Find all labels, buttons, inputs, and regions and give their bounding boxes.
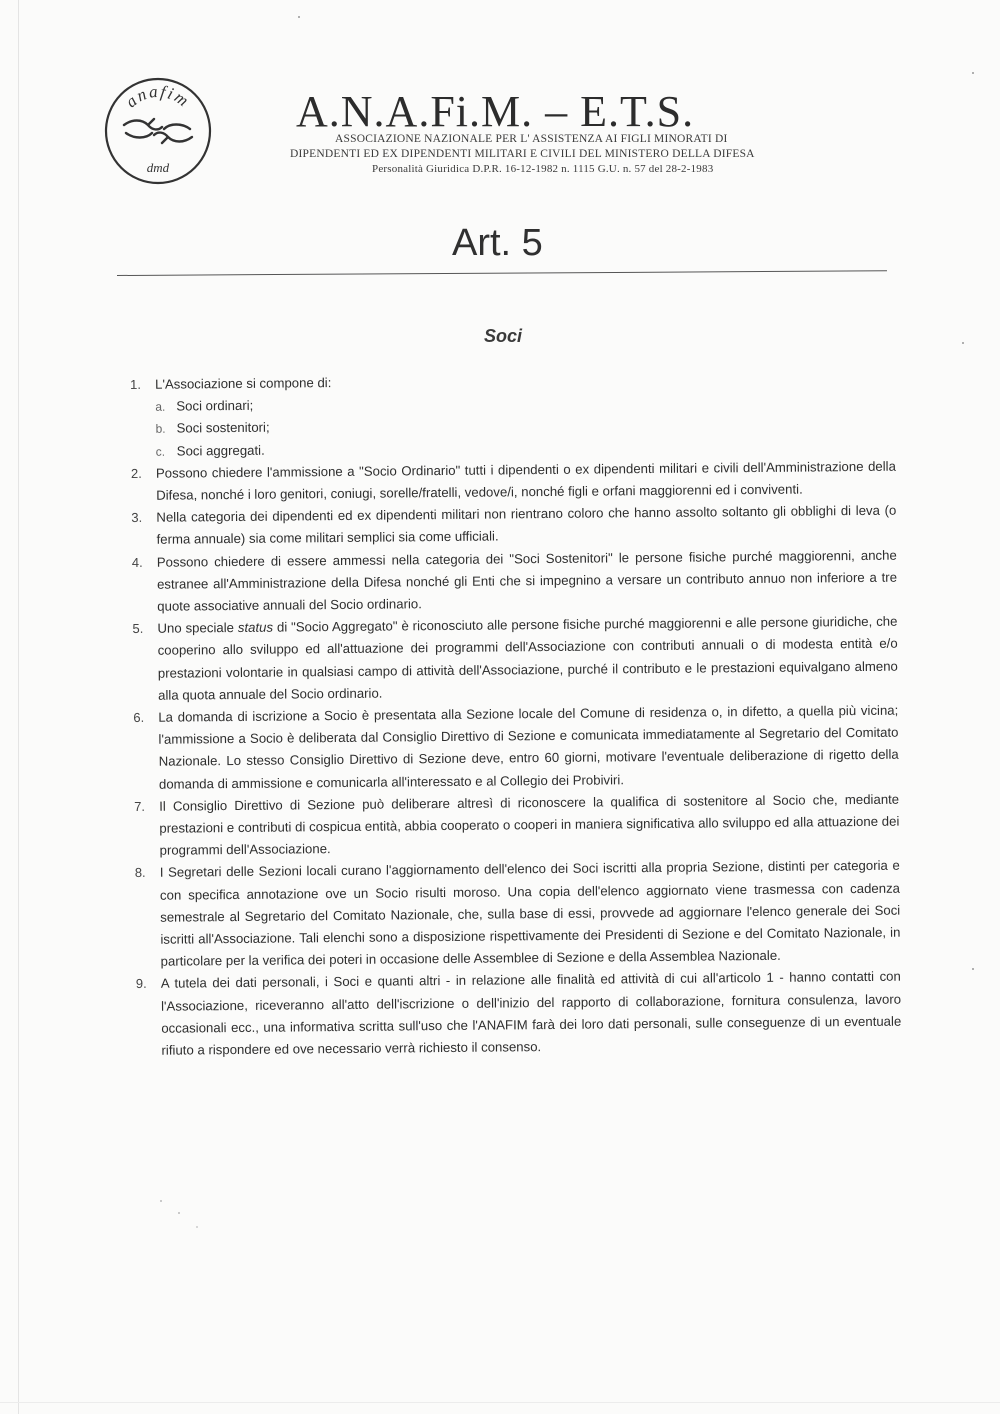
sub-item-letter: b.: [155, 422, 166, 437]
item-number: 3.: [131, 510, 143, 526]
item-number: 9.: [135, 976, 147, 992]
item-number: 7.: [134, 798, 146, 814]
scan-edge-bottom: [0, 1402, 1000, 1403]
scan-speck: [972, 72, 974, 74]
anafim-logo: [102, 75, 214, 187]
logo-bottom-text: dmd: [146, 160, 170, 175]
item-text: L'Associazione si compone di:: [155, 375, 332, 392]
organization-subtitle-line-1: ASSOCIAZIONE NAZIONALE PER L' ASSISTENZA AI FIGLI MINORATI DI: [335, 133, 728, 145]
sub-item-text: Soci sostenitori;: [176, 420, 270, 436]
legal-registration-line: Personalità Giuridica D.P.R. 16-12-1982 n. 1115 G.U. n. 57 del 28-2-1983: [372, 163, 714, 175]
sub-item-text: Soci ordinari;: [176, 398, 254, 414]
item-number: 5.: [132, 621, 144, 637]
section-title: Soci: [484, 326, 523, 346]
list-item: [133, 700, 899, 796]
item-text-after: di "Socio Aggregato" è riconosciuto alle persone fisiche purché maggiorenni e alle persone giuridiche, che cooperino allo sviluppo ed all'attuazione dei programmi dell'Associazione con contributi annuali o di modesta entità e/o prestazioni volontarie in qualsiasi campo di attività dell'Associazione, purché il contributo e le prestazioni equivalgano almeno alla quota annuale del Socio ordinario.: [157, 613, 898, 703]
item-number: 1.: [130, 376, 142, 392]
item-text: Il Consiglio Direttivo di Sezione può deliberare altresì di riconoscere la qualifica di sostenitore al Socio che, mediante prestazioni e contributi di cospicua entità, abbia cooperato o cooperi in maniera significativa allo sviluppo ed alla attuazione dei programmi dell'Associazione.: [159, 791, 900, 859]
scan-speck: [962, 342, 964, 344]
list-item: [132, 544, 898, 618]
organization-title: A.N.A.Fi.M. – E.T.S.: [296, 87, 695, 136]
item-text: I Segretari delle Sezioni locali curano l'aggiornamento dell'elenco dei Soci iscritti alla propria Sezione, distinti per categoria e con specifica annotazione ove un Socio risulti moroso. Una copia dell'elenco aggiornato viene trasmessa con cadenza semestrale al Segretario del Comitato Nazionale, che, sulla base di essi, provvede ad aggiornare l'elenco generale dei Soci iscritti all'Associazione. Tali elenchi sono a disposizione rispettivamente dei Presidenti di Sezione e del Comitato Nazionale, in particolare per la verifica dei poteri in occasione delle Assemblee di Sezione e della Assemblea Nazionale.: [159, 858, 901, 970]
scan-speck: [298, 16, 300, 18]
item-text-before: Uno speciale: [157, 620, 238, 636]
item-text: La domanda di iscrizione a Socio è presentata alla Sezione locale del Comune di residenza o, in difetto, a quella più vicina; l'ammissione a Socio è deliberata dal Consiglio Direttivo di Sezione e comunicata immediatamente al Segretario del Comitato Nazionale. Lo stesso Consiglio Direttivo di Sezione deve, entro 60 giorni, motivare l'eventuale deliberazione di rigetto della domanda di ammissione e comunicarla all'interessato e al Collegio dei Probiviri.: [158, 702, 899, 792]
sub-item-text: Soci aggregati.: [176, 442, 265, 459]
item-text: A tutela dei dati personali, i Soci e quanti altri - in relazione alle finalità ed attività di cui all'articolo 1 - hanno contatti con l'Associazione, riceveranno all'atto dell'iscrizione o dell'inizio del rapporto di collaborazione, fornitura consulenza, lavoro occasionali ecc., una informativa scritta sull'uso che l'ANAFIM farà dei loro dati personali, sulle conseguenze di un eventuale rifiuto a rispondere ed ove necessario verrà richiesto il consenso.: [160, 969, 902, 1058]
scan-speck: [196, 1226, 198, 1228]
item-number: 2.: [130, 465, 142, 481]
item-number: 8.: [134, 865, 146, 881]
logo-top-text: anafim: [121, 81, 194, 112]
organization-subtitle-line-2: DIPENDENTI ED EX DIPENDENTI MILITARI E CIVILI DEL MINISTERO DELLA DIFESA: [290, 148, 755, 160]
list-item: [131, 455, 896, 507]
scan-speck: [972, 968, 974, 970]
item-text-italic: status: [237, 619, 274, 636]
item-text: Nella categoria dei dipendenti ed ex dipendenti militari non rientrano coloro che hanno assolto soltanto gli obblighi di leva (o ferma annuale) sia come militari semplici sia come ufficiali.: [156, 502, 897, 548]
scan-speck: [178, 1212, 180, 1214]
item-number: 4.: [131, 554, 143, 570]
article-body: [130, 367, 902, 1063]
list-item: [135, 855, 901, 973]
scan-speck: [160, 1200, 162, 1202]
item-number: 6.: [133, 709, 145, 726]
sub-item-letter: a.: [155, 399, 166, 414]
item-text: Possono chiedere l'ammissione a "Socio Ordinario" tutti i dipendenti o ex dipendenti militari e civili dell'Amministrazione della Difesa, nonché i loro genitori, coniugi, sorelle/fratelli, vedove/i, nonché figli e orfani maggiorenni ed i conviventi.: [155, 458, 896, 503]
sub-item-letter: c.: [155, 444, 166, 459]
scan-edge-left: [18, 0, 19, 1414]
list-item: [136, 966, 902, 1062]
article-title: Art. 5: [452, 222, 543, 264]
item-text: Possono chiedere di essere ammessi nella categoria dei "Soci Sostenitori" le persone fisiche purché maggiorenni, anche estranee all'Amministrazione della Difesa nonché gli Enti che si impegnino a versare un contributo annuo non inferiore a tre quote associative annuali del Socio ordinario.: [156, 547, 898, 614]
list-item: [132, 611, 898, 707]
header-divider: [117, 270, 887, 276]
list-item: [134, 788, 900, 862]
list-item: [131, 500, 896, 552]
